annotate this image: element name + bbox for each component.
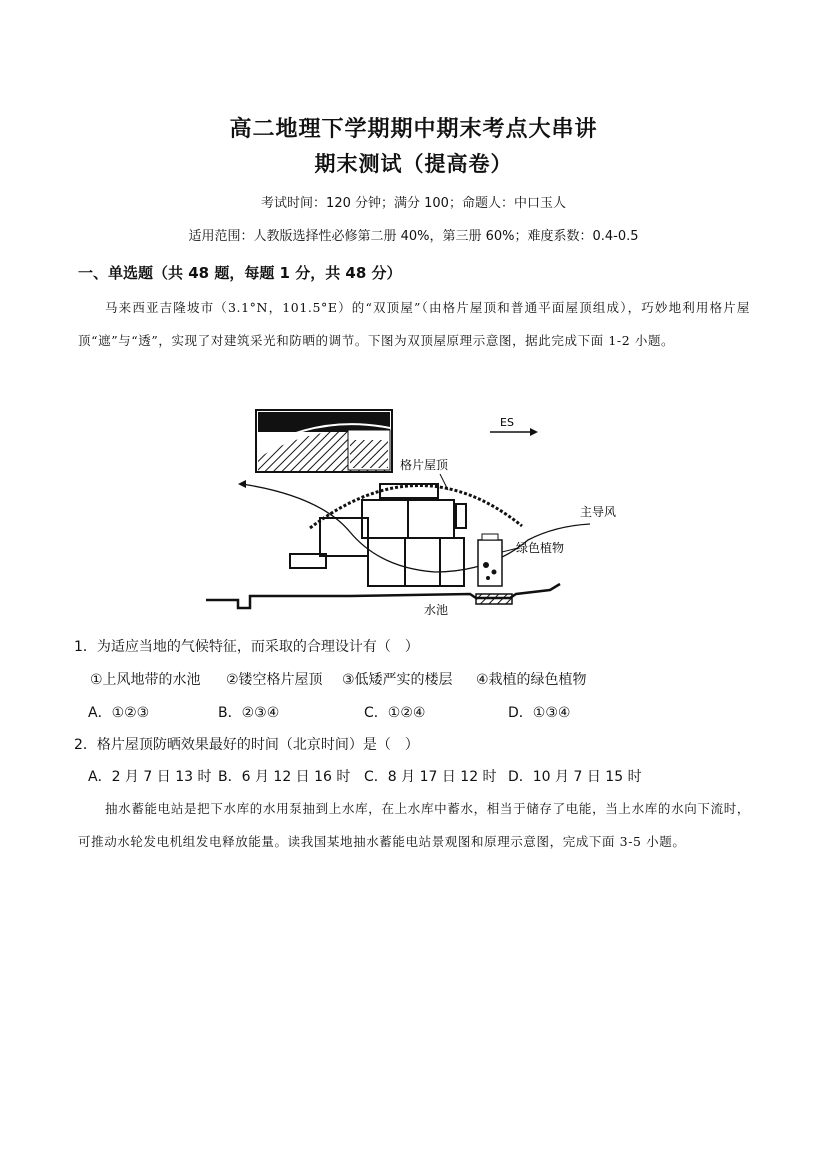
q2-option-a: A．2 月 7 日 13 时 bbox=[88, 769, 212, 785]
q2-option-b: B．6 月 12 日 16 时 bbox=[218, 769, 351, 785]
passage-2: 抽水蓄能电站是把下水库的水用泵抽到上水库，在上水库中蓄水，相当于储存了电能，当上水库的水向下流时，可推动水轮发电机组发电释放能量。读我国某地抽水蓄能电站景观图和原理示意图，完成下面 3-5 小题。 bbox=[78, 801, 750, 849]
q1-item-3: ③低矮严实的楼层 bbox=[342, 672, 453, 688]
label-plant: 绿色植物 bbox=[516, 541, 565, 555]
question-1-stem: 1．为适应当地的气候特征，而采取的合理设计有（ ） bbox=[74, 639, 419, 655]
label-pool: 水池 bbox=[424, 603, 449, 617]
roof-detail-inset bbox=[256, 410, 392, 472]
water-pool bbox=[476, 594, 512, 604]
louvered-roof bbox=[310, 485, 522, 528]
exam-info: 考试时间：120 分钟；满分 100；命题人：中口玉人 bbox=[261, 196, 566, 211]
label-wind: 主导风 bbox=[580, 505, 617, 519]
q2-option-d: D．10 月 7 日 15 时 bbox=[508, 769, 642, 785]
plant-pot bbox=[478, 534, 502, 586]
q2-option-c: C．8 月 17 日 12 时 bbox=[364, 769, 497, 785]
q1-option-d: D．①③④ bbox=[508, 705, 571, 721]
q1-item-4: ④栽植的绿色植物 bbox=[476, 672, 587, 688]
label-es: ES bbox=[500, 416, 514, 429]
section-heading: 一、单选题（共 48 题，每题 1 分，共 48 分） bbox=[78, 264, 402, 282]
scope-info: 适用范围：人教版选择性必修第二册 40%，第三册 60%；难度系数：0.4-0.5 bbox=[188, 229, 639, 244]
q1-item-2: ②镂空格片屋顶 bbox=[226, 672, 323, 688]
label-roof: 格片屋顶 bbox=[400, 458, 449, 472]
building bbox=[290, 484, 466, 586]
es-arrow bbox=[490, 428, 538, 436]
q1-option-c: C．①②④ bbox=[364, 705, 426, 721]
document-subtitle: 期末测试（提高卷） bbox=[314, 151, 513, 176]
q1-item-1: ①上风地带的水池 bbox=[90, 672, 201, 688]
document-title: 高二地理下学期期中期末考点大串讲 bbox=[229, 116, 598, 142]
q1-option-a: A．①②③ bbox=[88, 705, 150, 721]
q1-option-b: B．②③④ bbox=[218, 705, 280, 721]
double-roof-diagram bbox=[200, 400, 617, 620]
question-2-stem: 2．格片屋顶防晒效果最好的时间（北京时间）是（ ） bbox=[74, 737, 419, 753]
passage-1: 马来西亚吉隆坡市（3.1°N，101.5°E）的“双顶屋”（由格片屋顶和普通平面屋顶组成），巧妙地利用格片屋顶“遮”与“透”，实现了对建筑采光和防晒的调节。下图为双顶屋原理示意图，据此完成下面 1-2 小题。 bbox=[78, 300, 750, 348]
